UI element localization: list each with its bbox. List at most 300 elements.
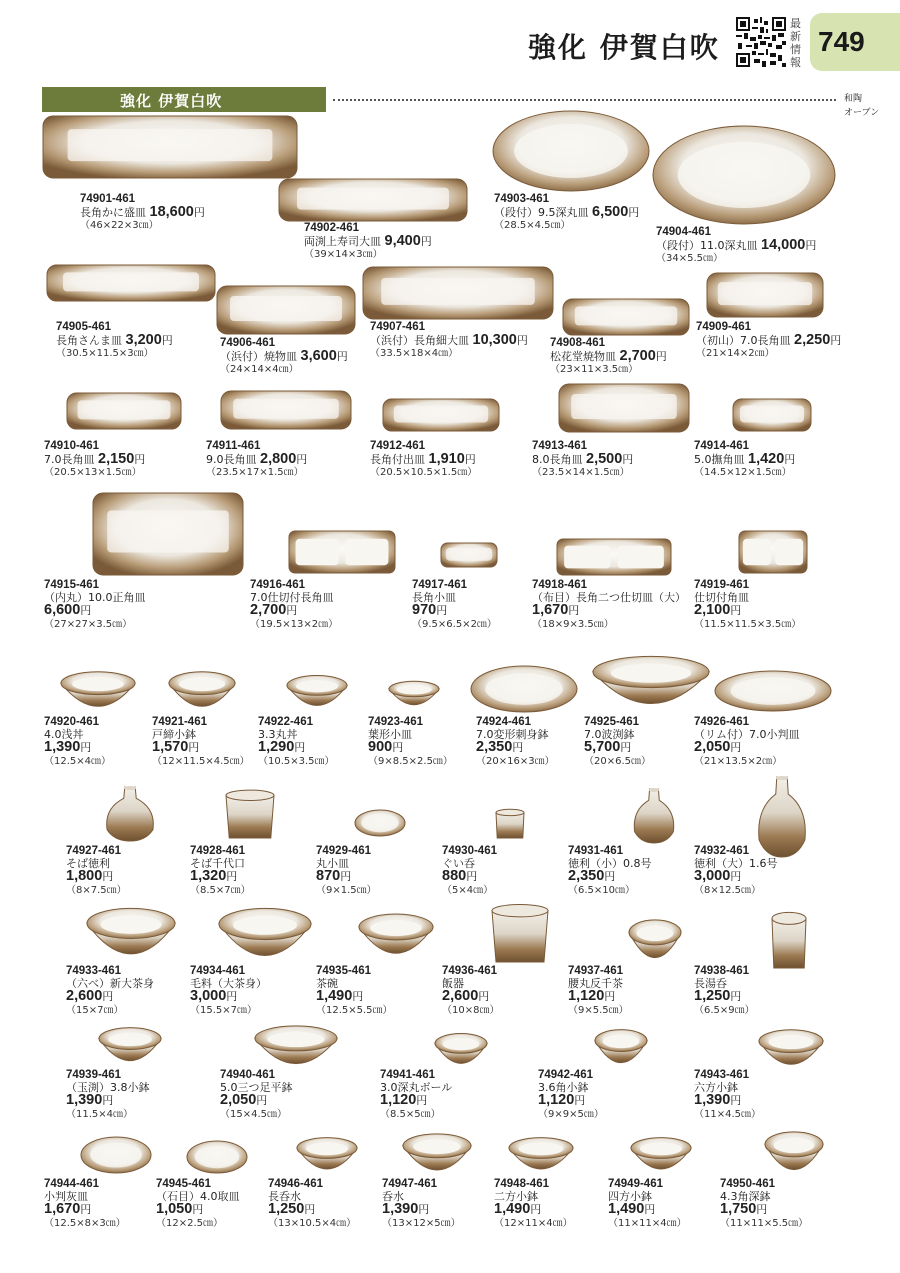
product-item [56,321,173,361]
yen-unit: 円 [756,1204,768,1216]
product-item [568,845,652,897]
product-price-value: 1,390 [66,1092,103,1108]
product-price [260,451,307,467]
product-size: （9×1.5㎝） [316,884,377,896]
product-price [316,988,363,1004]
product-photo [402,1132,472,1182]
product-size: （8×7.5㎝） [66,884,127,896]
product-name: （段付）9.5深丸皿 [494,205,589,219]
product-price-value: 14,000 [761,236,806,253]
product-name: 長角小皿 [412,590,456,604]
product-size: （20×6.5㎝） [584,755,652,767]
product-name: （石目）4.0取皿 [156,1189,240,1203]
product-price-value: 1,050 [156,1201,193,1217]
product-code: 74917-461 [412,579,467,591]
product-item [370,440,477,480]
product-code: 74933-461 [66,965,121,977]
product-code: 74948-461 [494,1178,549,1190]
category-tag-ware: 和陶 [844,94,863,104]
product-item [250,579,338,631]
product-name: （リム付）7.0小判皿 [694,727,800,741]
product-price-value: 1,910 [428,450,465,467]
product-item [550,337,667,377]
product-item [380,1069,452,1121]
product-name: 3.3丸丼 [258,727,298,741]
product-photo [652,125,836,229]
yen-unit: 円 [392,742,404,754]
yen-unit: 円 [466,871,478,883]
product-price-value: 2,600 [442,988,479,1004]
product-price-value: 2,350 [568,868,605,884]
product-size: （9×8.5×2.5㎝） [368,755,453,767]
product-photo [628,918,682,970]
yen-unit: 円 [102,1095,114,1107]
product-item [368,716,453,768]
product-code: 74919-461 [694,579,749,591]
product-code: 74943-461 [694,1069,749,1081]
product-price-value: 1,800 [66,868,103,884]
product-code: 74920-461 [44,716,99,728]
product-photo [470,665,578,717]
product-size: （9×9×5㎝） [538,1108,604,1120]
product-code: 74937-461 [568,965,623,977]
product-name: 8.0長角皿 [532,452,583,466]
product-price-value: 2,700 [250,602,287,618]
product-price-value: 2,250 [794,331,831,348]
product-code: 74930-461 [442,845,497,857]
product-photo [42,115,298,183]
product-name: 毛料（大茶身） [190,976,267,990]
product-photo [714,670,832,716]
product-item [442,965,499,1017]
product-code: 74909-461 [696,321,751,333]
product-code: 74935-461 [316,965,371,977]
product-photo [562,298,690,340]
product-item [656,226,816,266]
yen-unit: 円 [294,742,306,754]
product-item [304,222,432,262]
product-size: （10.5×3.5㎝） [258,755,335,767]
product-name: 7.0波渕鉢 [584,727,635,741]
product-item [44,716,111,768]
product-price [720,1201,767,1217]
product-price [592,204,639,220]
product-item [476,716,555,768]
product-name: そば徳利 [66,856,110,870]
product-price-value: 2,100 [694,602,731,618]
product-photo [86,906,176,968]
product-size: （34×5.5㎝） [656,253,724,264]
yen-unit: 円 [574,1095,586,1107]
product-size: （28.5×4.5㎝） [494,220,571,231]
product-price-value: 1,490 [608,1201,645,1217]
product-price-value: 1,490 [316,988,353,1004]
page-number: 749 [818,26,865,57]
product-size: （14.5×12×1.5㎝） [694,467,792,478]
product-price-value: 1,570 [152,739,189,755]
latest-info-label: 最新情報 [790,17,801,69]
product-code: 74926-461 [694,716,749,728]
product-size: （20×16×3㎝） [476,755,555,767]
product-name: 5.0三つ足平鉢 [220,1080,293,1094]
product-size: （8.5×5㎝） [380,1108,441,1120]
product-name: （段付）11.0深丸皿 [656,238,758,252]
product-name: 四方小鉢 [608,1189,652,1203]
product-photo [434,1032,488,1074]
product-size: （20.5×10.5×1.5㎝） [370,467,478,478]
product-code: 74925-461 [584,716,639,728]
product-price [473,332,528,348]
product-item [268,1178,356,1230]
product-price [694,602,741,618]
product-price [694,1092,741,1108]
product-code: 74946-461 [268,1178,323,1190]
product-photo [594,1028,648,1074]
product-size: （12.5×8×3㎝） [44,1217,126,1229]
product-price-value: 2,600 [66,988,103,1004]
product-item [568,965,629,1017]
product-photo [492,110,650,196]
yen-unit: 円 [730,605,742,617]
yen-unit: 円 [80,605,92,617]
product-size: （12.5×4㎝） [44,755,112,767]
product-code: 74942-461 [538,1069,593,1081]
product-name: そば千代口 [190,856,245,870]
product-name: 二方小鉢 [494,1189,538,1203]
product-size: （39×14×3㎝） [304,249,383,260]
product-size: （12×11.5×4.5㎝） [152,755,250,767]
product-name: 丸小皿 [316,856,349,870]
product-code: 74924-461 [476,716,531,728]
product-code: 74921-461 [152,716,207,728]
product-price-value: 1,670 [532,602,569,618]
yen-unit: 円 [420,235,432,248]
product-size: （23×11×3.5㎝） [550,364,639,375]
product-price-value: 2,800 [260,450,297,467]
product-name: 六方小鉢 [694,1080,738,1094]
product-photo [770,910,808,974]
product-photo [220,390,352,434]
yen-unit: 円 [304,1204,316,1216]
product-code: 74910-461 [44,440,99,452]
product-price-value: 1,750 [720,1201,757,1217]
product-photo [46,264,216,306]
product-price [608,1201,655,1217]
product-price [156,1201,203,1217]
yen-unit: 円 [730,991,742,1003]
product-code: 74913-461 [532,440,587,452]
product-item [206,440,307,480]
product-photo [168,670,236,718]
product-price [44,602,91,618]
product-size: （12×11×4㎝） [494,1217,573,1229]
product-price [538,1092,585,1108]
product-price [380,1092,427,1108]
product-price [190,988,237,1004]
product-price [412,602,447,618]
product-code: 74907-461 [370,321,425,333]
product-name: 3.6角小鉢 [538,1080,589,1094]
product-code: 74950-461 [720,1178,775,1190]
product-name: ぐい呑 [442,856,475,870]
product-name: 3.0深丸ボール [380,1080,453,1094]
product-code: 74941-461 [380,1069,435,1081]
product-price-value: 1,420 [748,450,785,467]
product-price [568,988,615,1004]
product-name: 両渕上寿司大皿 [304,234,381,248]
product-name: 長湯呑 [694,976,727,990]
product-price-value: 1,390 [694,1092,731,1108]
product-size: （12×2.5㎝） [156,1217,224,1229]
product-item [694,845,778,897]
yen-unit: 円 [784,453,796,466]
product-price-value: 3,600 [300,347,337,364]
product-price [694,868,741,884]
product-item [584,716,651,768]
product-price [761,237,816,253]
product-size: （21×13.5×2㎝） [694,755,783,767]
product-price-value: 2,700 [619,347,656,364]
product-price [66,868,113,884]
product-photo [60,670,136,718]
product-price [44,1201,91,1217]
product-price-value: 18,600 [149,203,194,220]
product-price-value: 900 [368,739,393,755]
product-code: 74940-461 [220,1069,275,1081]
product-price [316,868,351,884]
product-size: （10×8㎝） [442,1004,500,1016]
yen-unit: 円 [352,991,364,1003]
yen-unit: 円 [226,871,238,883]
product-size: （19.5×13×2㎝） [250,618,339,630]
product-item [80,193,205,233]
product-size: （18×9×3.5㎝） [532,618,614,630]
product-name: （初山）7.0長角皿 [696,333,791,347]
yen-unit: 円 [80,1204,92,1216]
product-name: （玉渕）3.8小鉢 [66,1080,150,1094]
product-price [66,988,113,1004]
product-item [152,716,250,768]
product-name: （内丸）10.0正角皿 [44,590,146,604]
product-price [98,451,145,467]
product-name: 徳利（大）1.6号 [694,856,778,870]
product-name: 5.0撫角皿 [694,452,745,466]
product-size: （13×10.5×4㎝） [268,1217,357,1229]
product-price-value: 2,350 [476,739,513,755]
product-photo [440,542,498,572]
product-price-value: 1,490 [494,1201,531,1217]
product-name: （浜付）焼物皿 [220,349,297,363]
product-name: 茶碗 [316,976,338,990]
product-code: 74929-461 [316,845,371,857]
qr-code[interactable] [736,17,786,67]
product-price [66,1092,113,1108]
product-photo [354,809,406,841]
product-size: （11.5×4㎝） [66,1108,134,1120]
product-item [538,1069,604,1121]
yen-unit: 円 [226,991,238,1003]
product-code: 74902-461 [304,222,359,234]
product-price-value: 3,000 [190,988,227,1004]
product-item [190,965,267,1017]
product-size: （9×5.5㎝） [568,1004,629,1016]
product-name: 長呑水 [268,1189,301,1203]
product-price-value: 1,390 [382,1201,419,1217]
product-size: （12.5×5.5㎝） [316,1004,393,1016]
yen-unit: 円 [622,453,634,466]
product-price [190,868,237,884]
product-item [694,965,755,1017]
yen-unit: 円 [512,742,524,754]
product-item [696,321,841,361]
yen-unit: 円 [80,742,92,754]
product-size: （8×12.5㎝） [694,884,762,896]
product-photo [218,906,312,970]
product-photo [296,1136,358,1180]
product-price-value: 5,700 [584,739,621,755]
product-photo [216,285,356,339]
product-price [586,451,633,467]
product-code: 74931-461 [568,845,623,857]
product-price [794,332,841,348]
product-code: 74904-461 [656,226,711,238]
product-item [442,845,497,897]
product-price [150,204,205,220]
product-photo [104,786,156,846]
product-photo [558,383,690,437]
yen-unit: 円 [730,1095,742,1107]
product-photo [632,788,676,848]
product-item [220,1069,293,1121]
page-title: 強化 伊賀白吹 [528,31,720,64]
product-photo [630,1136,692,1180]
product-price [152,739,199,755]
product-photo [508,1136,574,1180]
product-code: 74914-461 [694,440,749,452]
product-code: 74908-461 [550,337,605,349]
yen-unit: 円 [192,1204,204,1216]
product-code: 74928-461 [190,845,245,857]
yen-unit: 円 [644,1204,656,1216]
product-price [382,1201,429,1217]
product-code: 74911-461 [206,440,261,452]
product-code: 74932-461 [694,845,749,857]
yen-unit: 円 [336,350,348,363]
yen-unit: 円 [464,453,476,466]
product-size: （6.5×9㎝） [694,1004,755,1016]
category-tag [844,92,879,120]
product-price-value: 1,290 [258,739,295,755]
product-name: 仕切付角皿 [694,590,749,604]
product-size: （21×14×2㎝） [696,348,775,359]
yen-unit: 円 [516,334,528,347]
product-item [316,965,393,1017]
yen-unit: 円 [628,206,640,219]
product-item [44,1178,126,1230]
yen-unit: 円 [340,871,352,883]
product-photo [92,492,244,580]
product-code: 74906-461 [220,337,275,349]
product-name: 長角さんま皿 [56,333,122,347]
yen-unit: 円 [604,871,616,883]
dotted-divider [333,99,836,101]
product-item [382,1178,461,1230]
product-price [258,739,305,755]
product-price [126,332,173,348]
product-size: （11×11×5.5㎝） [720,1217,809,1229]
product-size: （11×4.5㎝） [694,1108,762,1120]
product-price-value: 1,120 [380,1092,417,1108]
product-photo [490,902,550,968]
product-price [442,988,489,1004]
yen-unit: 円 [805,239,817,252]
product-price [620,348,667,364]
product-photo [592,654,710,718]
product-photo [278,178,468,226]
product-price-value: 9,400 [384,232,421,249]
product-name: 腰丸反千茶 [568,976,623,990]
product-price [494,1201,541,1217]
product-size: （8.5×7㎝） [190,884,251,896]
product-photo [288,530,396,578]
product-code: 74927-461 [66,845,121,857]
yen-unit: 円 [296,453,308,466]
product-size: （5×4㎝） [442,884,494,896]
product-name: 7.0変形刺身鉢 [476,727,549,741]
product-size: （11.5×11.5×3.5㎝） [694,618,802,630]
product-size: （33.5×18×4㎝） [370,348,459,359]
product-name: 9.0長角皿 [206,452,257,466]
product-size: （9.5×6.5×2㎝） [412,618,497,630]
product-size: （15.5×7㎝） [190,1004,258,1016]
product-name: （浜付）長角細大皿 [370,333,469,347]
product-code: 74944-461 [44,1178,99,1190]
product-price [476,739,523,755]
product-photo [362,266,554,324]
product-size: （11×11×4㎝） [608,1217,687,1229]
product-size: （13×12×5㎝） [382,1217,461,1229]
product-code: 74934-461 [190,965,245,977]
product-code: 74903-461 [494,193,549,205]
product-name: 長角付出皿 [370,452,425,466]
product-code: 74938-461 [694,965,749,977]
product-name: 呑水 [382,1189,404,1203]
product-name: 葉形小皿 [368,727,412,741]
product-name: 7.0長角皿 [44,452,95,466]
product-name: 長角かに盛皿 [80,205,146,219]
product-price-value: 6,500 [592,203,629,220]
product-size: （15×4.5㎝） [220,1108,288,1120]
product-photo [80,1136,152,1178]
product-price [568,868,615,884]
product-item [44,440,145,480]
product-price-value: 2,500 [586,450,623,467]
product-price [694,739,741,755]
product-item [190,845,251,897]
product-code: 74915-461 [44,579,99,591]
product-item [66,965,154,1017]
product-price [532,602,579,618]
product-price-value: 1,250 [268,1201,305,1217]
product-photo [382,398,500,436]
product-code: 74945-461 [156,1178,211,1190]
product-photo [494,808,526,844]
product-item [316,845,377,897]
category-tag-oven: オーブン [844,108,880,118]
product-price [44,739,91,755]
product-item [370,321,528,361]
product-photo [224,788,276,844]
